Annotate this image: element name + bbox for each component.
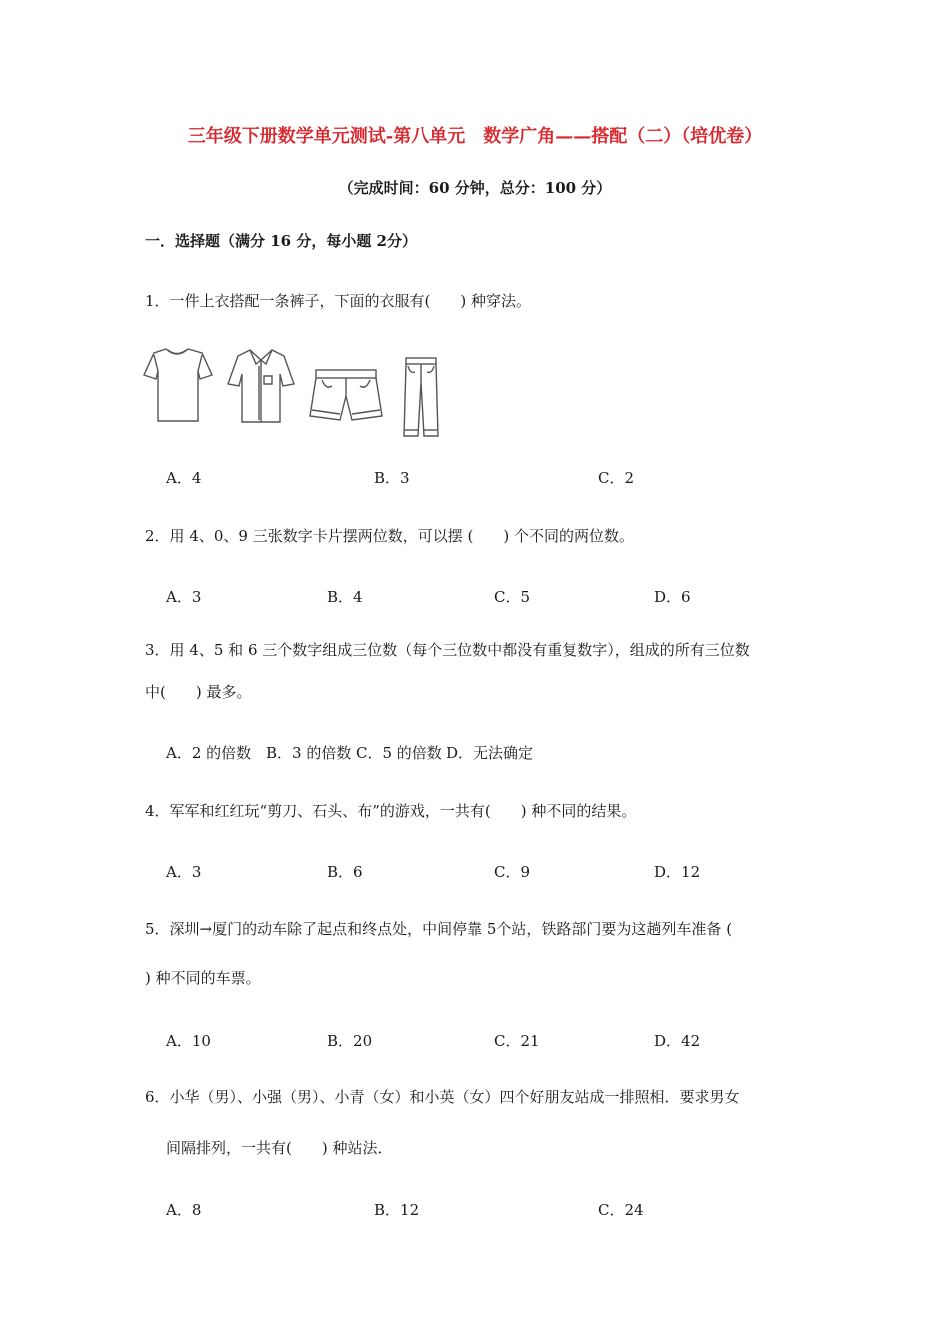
section-heading-choice: 一．选择题（满分 16 分，每小题 2分） [145, 232, 417, 250]
question-5-line-2: ) 种不同的车票。 [145, 969, 261, 987]
option-c[interactable]: C．24 [598, 1201, 644, 1219]
question-text: 一件上衣搭配一条裤子，下面的衣服有( ) 种穿法。 [169, 292, 532, 310]
option-d[interactable]: D．12 [654, 863, 701, 881]
question-number: 6． [145, 1088, 170, 1106]
question-5 [145, 918, 732, 939]
shorts-image [308, 368, 384, 424]
option-a[interactable]: A．3 [166, 863, 202, 881]
option-c[interactable]: C．5 [494, 588, 531, 606]
question-text: 小华（男）、小强（男）、小青（女）和小英（女）四个好朋友站成一排照相．要求男女 [169, 1088, 740, 1106]
question-4 [145, 800, 636, 821]
option-d[interactable]: D．6 [654, 588, 691, 606]
option-a[interactable]: A．3 [166, 588, 202, 606]
question-2 [145, 525, 634, 546]
option-c[interactable]: C．21 [494, 1032, 540, 1050]
question-1 [145, 290, 531, 311]
question-6-line-2: 间隔排列，一共有( ) 种站法． [166, 1139, 393, 1157]
option-a[interactable]: A．2 的倍数 [166, 744, 252, 762]
trousers-image [400, 356, 442, 438]
question-number: 2． [145, 527, 170, 545]
option-d[interactable]: D．无法确定 [446, 744, 534, 762]
option-d[interactable]: D．42 [654, 1032, 701, 1050]
question-3 [145, 639, 750, 660]
option-b[interactable]: B．4 [327, 588, 363, 606]
question-number: 3． [145, 641, 170, 659]
question-number: 4． [145, 802, 170, 820]
tshirt-image [140, 345, 214, 425]
option-b[interactable]: B．12 [374, 1201, 420, 1219]
question-text: 深圳→厦门的动车除了起点和终点处，中间停靠 5个站，铁路部门要为这趟列车准备 ( [169, 920, 733, 938]
question-number: 1． [145, 292, 170, 310]
option-b[interactable]: B．6 [327, 863, 363, 881]
document-subtitle: （完成时间：60 分钟，总分：100 分） [338, 179, 612, 197]
question-text: 军军和红红玩“剪刀、石头、布”的游戏，一共有( ) 种不同的结果。 [169, 802, 637, 820]
question-3-line-2: 中( ) 最多。 [145, 683, 252, 701]
option-b[interactable]: B．3 的倍数 [266, 744, 352, 762]
option-a[interactable]: A．4 [166, 469, 202, 487]
option-a[interactable]: A．10 [166, 1032, 211, 1050]
option-b[interactable]: B．3 [374, 469, 410, 487]
option-b[interactable]: B．20 [327, 1032, 373, 1050]
shirt-image [226, 346, 296, 426]
option-c[interactable]: C．9 [494, 863, 531, 881]
question-text: 用 4、0、9 三张数字卡片摆两位数，可以摆 ( ) 个不同的两位数。 [169, 527, 634, 545]
question-6 [145, 1086, 740, 1107]
option-c[interactable]: C．5 的倍数 [356, 744, 442, 762]
option-a[interactable]: A．8 [166, 1201, 202, 1219]
option-c[interactable]: C．2 [598, 469, 635, 487]
document-title: 三年级下册数学单元测试-第八单元 数学广角——搭配（二）（培优卷） [187, 126, 763, 147]
question-text: 用 4、5 和 6 三个数字组成三位数（每个三位数中都没有重复数字），组成的所有三位数 [169, 641, 750, 659]
question-number: 5． [145, 920, 170, 938]
